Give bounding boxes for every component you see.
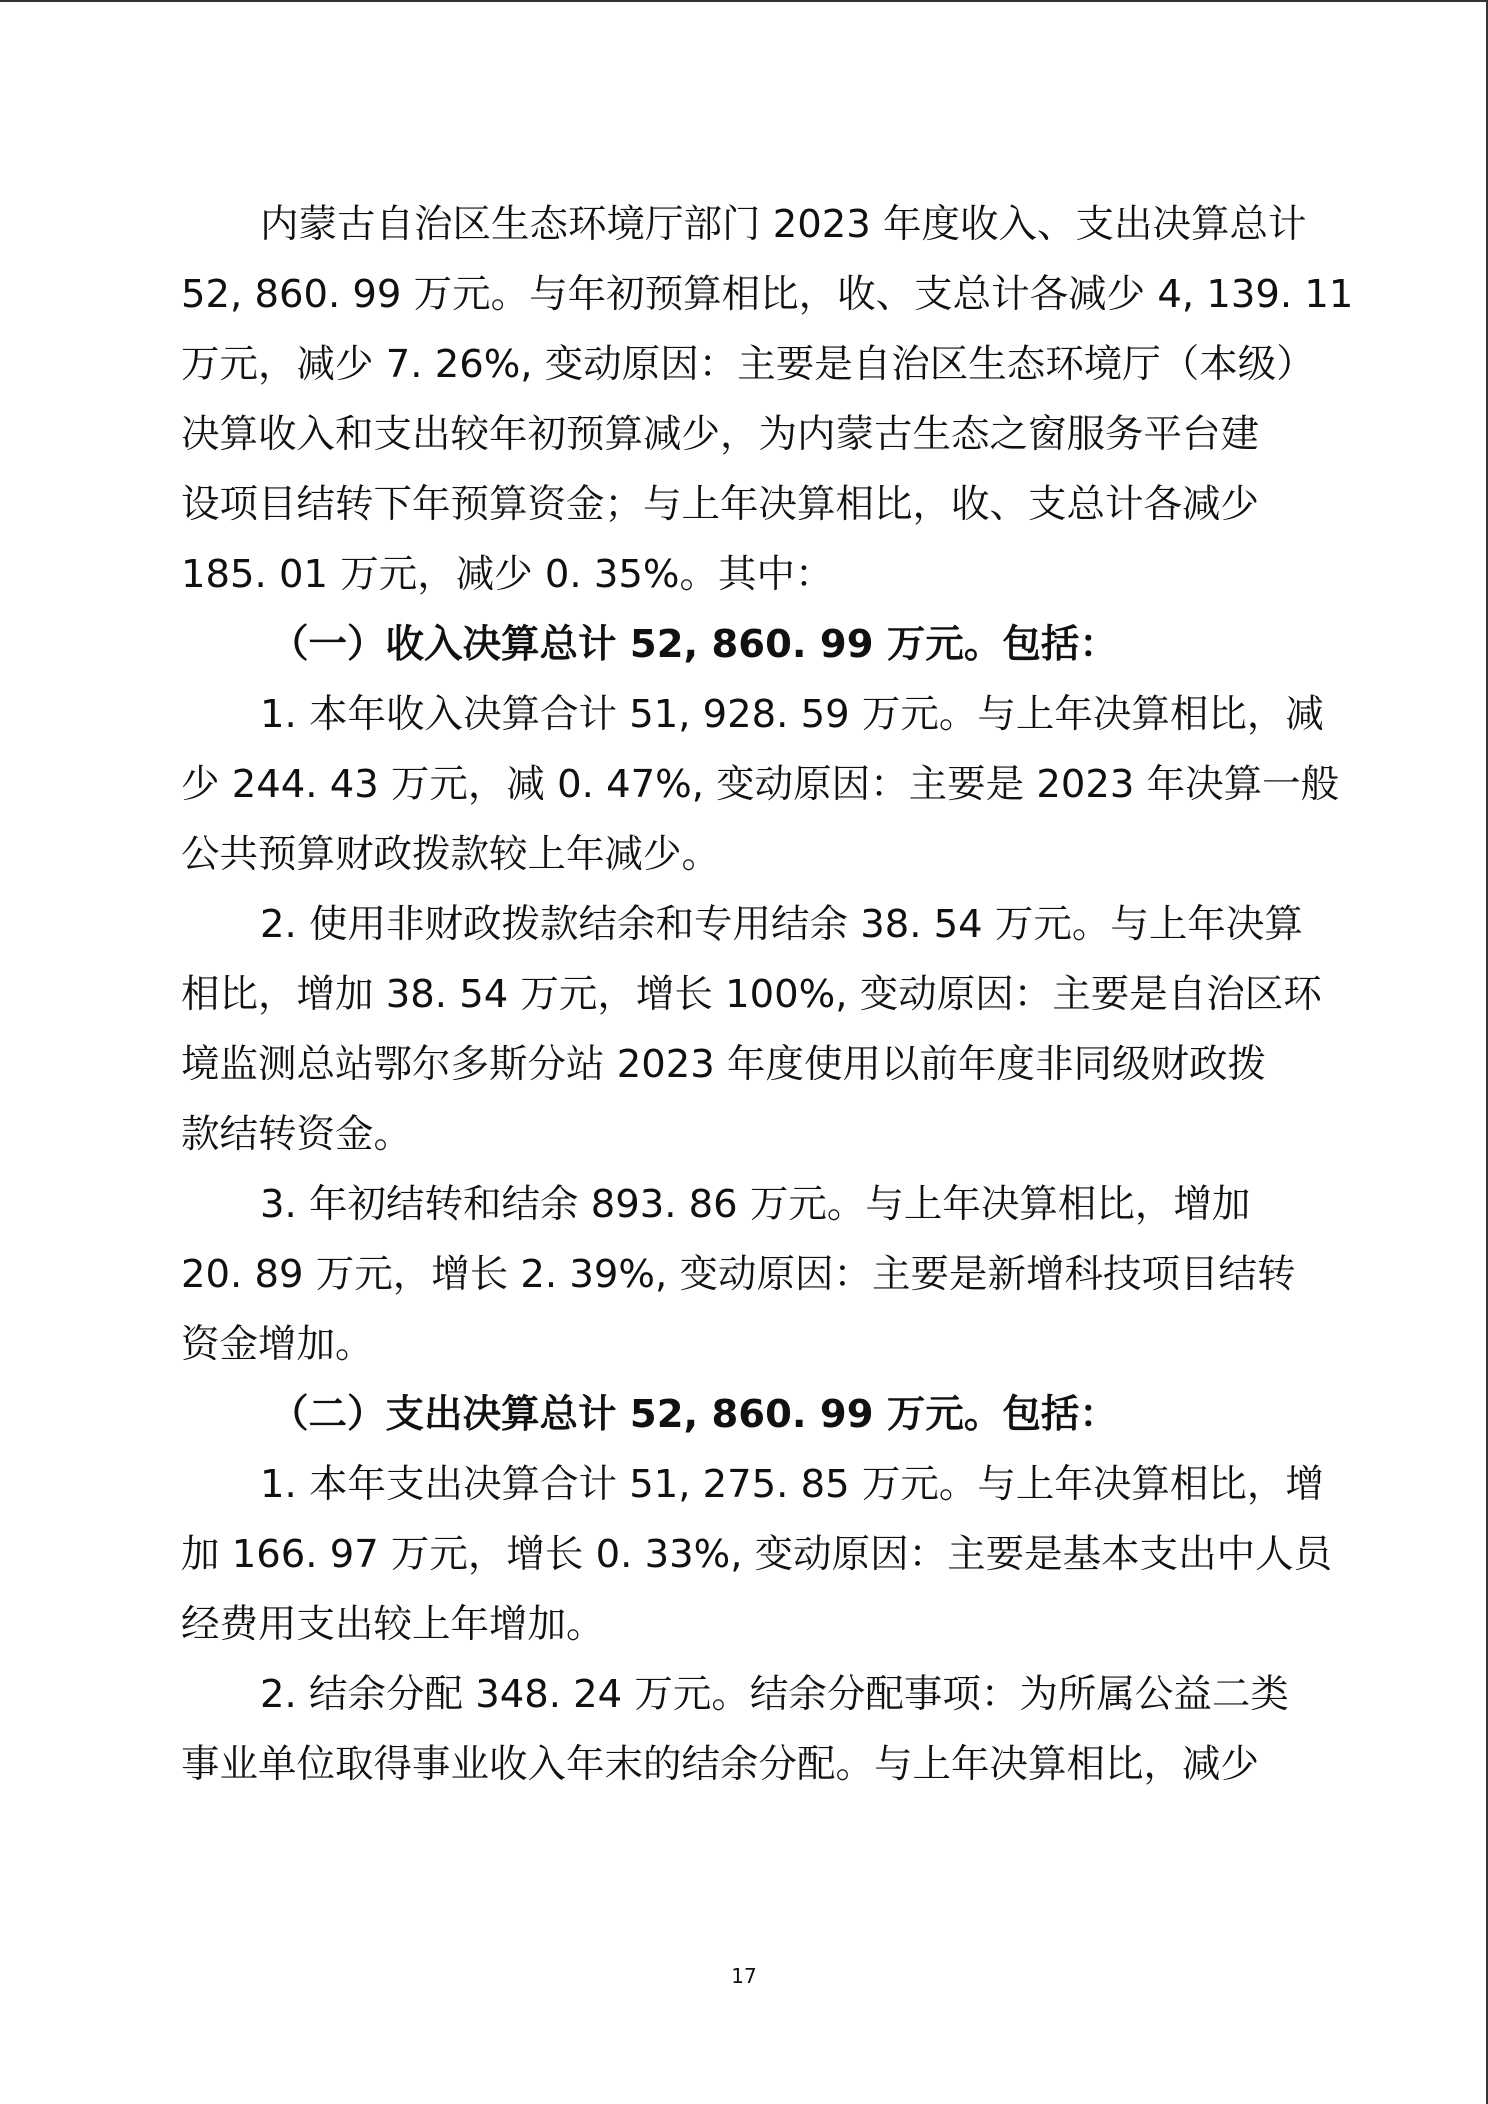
expenditure-item-2-line-1: 2. 结余分配 348. 24 万元。结余分配事项：为所属公益二类 [260, 1672, 1289, 1717]
income-item-2-line-1: 2. 使用非财政拨款结余和专用结余 38. 54 万元。与上年决算 [260, 902, 1303, 947]
income-item-2-line-3: 境监测总站鄂尔多斯分站 2023 年度使用以前年度非同级财政拨 [181, 1042, 1266, 1087]
income-item-1-line-2: 少 244. 43 万元，减 0. 47%, 变动原因：主要是 2023 年决算一般 [181, 762, 1340, 807]
expenditure-item-1-line-2: 加 166. 97 万元，增长 0. 33%, 变动原因：主要是基本支出中人员 [181, 1532, 1333, 1577]
paragraph-1-line-4: 决算收入和支出较年初预算减少，为内蒙古生态之窗服务平台建 [181, 412, 1260, 457]
income-item-1-line-3: 公共预算财政拨款较上年减少。 [181, 832, 721, 877]
paragraph-1-line-3: 万元，减少 7. 26%, 变动原因：主要是自治区生态环境厅（本级） [181, 342, 1315, 387]
income-item-2-line-4: 款结转资金。 [181, 1112, 413, 1157]
paragraph-1-line-2: 52, 860. 99 万元。与年初预算相比，收、支总计各减少 4, 139. 11 [181, 272, 1354, 317]
page-number: 17 [731, 1964, 757, 1988]
expenditure-item-2-line-2: 事业单位取得事业收入年末的结余分配。与上年决算相比，减少 [181, 1742, 1260, 1787]
income-item-2-line-2: 相比，增加 38. 54 万元，增长 100%, 变动原因：主要是自治区环 [181, 972, 1322, 1017]
paragraph-1-line-6: 185. 01 万元，减少 0. 35%。其中： [181, 552, 834, 597]
income-item-3-line-1: 3. 年初结转和结余 893. 86 万元。与上年决算相比，增加 [260, 1182, 1251, 1227]
income-item-3-line-2: 20. 89 万元，增长 2. 39%, 变动原因：主要是新增科技项目结转 [181, 1252, 1296, 1297]
paragraph-1-line-5: 设项目结转下年预算资金；与上年决算相比，收、支总计各减少 [181, 482, 1260, 527]
income-item-3-line-3: 资金增加。 [181, 1322, 374, 1367]
income-item-1-line-1: 1. 本年收入决算合计 51, 928. 59 万元。与上年决算相比，减 [260, 692, 1324, 737]
expenditure-item-1-line-1: 1. 本年支出决算合计 51, 275. 85 万元。与上年决算相比，增 [260, 1462, 1324, 1507]
income-heading: （一）收入决算总计 52, 860. 99 万元。包括： [270, 622, 1118, 667]
expenditure-item-1-line-3: 经费用支出较上年增加。 [181, 1602, 605, 1647]
paragraph-1-line-1: 内蒙古自治区生态环境厅部门 2023 年度收入、支出决算总计 [260, 202, 1307, 247]
expenditure-heading: （二）支出决算总计 52, 860. 99 万元。包括： [270, 1392, 1118, 1437]
